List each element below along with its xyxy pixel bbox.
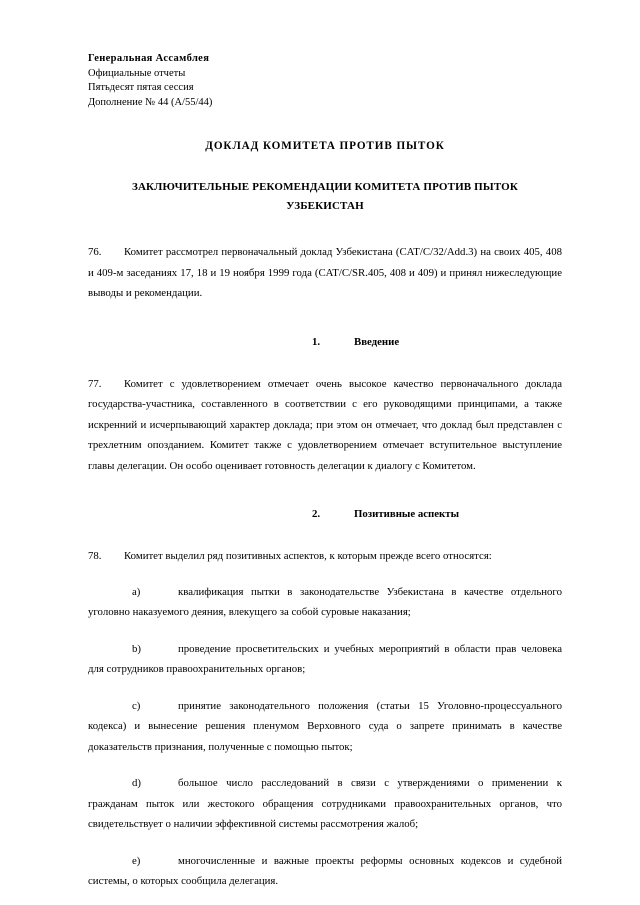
masthead-records: Официальные отчеты <box>88 67 186 79</box>
list-item-text-b: проведение просветительских и учебных мероприятий в области прав человека для сотрудников правоохранительных органов; <box>88 642 562 676</box>
paragraph-77-text: Комитет с удовлетворением отмечает очень высокое качество первоначального доклада государства-участника, составленного в соответствии с его руководящими принципами, а также искренний и исчерпывающий характер доклада; при этом он отмечает, что доклад был представлен с трехлетним опозданием. Комитет также с удовлетворением отмечает вступительное выступление главы делегации. Он особо оценивает готовность делегации к диалогу с Комитетом. <box>88 377 562 472</box>
list-item-text-d: большое число расследований в связи с утверждениями о применении к гражданам пыток или жестокого обращения сотрудниками правоохранительных органов, что свидетельствует о наличии эффективной системы рассмотрения жалоб; <box>88 777 562 831</box>
paragraph-78-number: 78. <box>88 550 102 563</box>
masthead-organ: Генеральная Ассамблея <box>88 53 210 64</box>
paragraph-78 <box>88 546 562 567</box>
spacer <box>88 492 562 504</box>
spacer <box>88 320 562 332</box>
list-item-marker-d: d) <box>132 777 141 790</box>
list-item-marker-a: a) <box>132 585 141 598</box>
list-item <box>88 639 562 680</box>
section-2-title: Позитивные аспекты <box>354 508 460 521</box>
list-item-marker-c: c) <box>132 699 141 712</box>
list-item-text-e: многочисленные и важные проекты реформы основных кодексов и судебной системы, о которых сообщила делегация. <box>88 854 562 888</box>
paragraph-76-number: 76. <box>88 246 102 259</box>
list-item <box>88 773 562 835</box>
section-heading-positive-aspects <box>88 504 562 524</box>
list-item-text-c: принятие законодательного положения (статьи 15 Уголовно-процессуального кодекса) и вынесение решения пленумом Верховного суда о запрете принимать в качестве доказательств признания, полученные с помощью пыток; <box>88 699 562 753</box>
section-1-number: 1. <box>312 335 321 348</box>
paragraph-77 <box>88 374 562 477</box>
section-heading-introduction <box>88 332 562 352</box>
list-item-text-a: квалификация пытки в законодательстве Узбекистана в качестве отдельного уголовно наказуемого деяния, влекущего за собой суровые наказания; <box>88 585 562 619</box>
document-subtitle-line1: ЗАКЛЮЧИТЕЛЬНЫЕ РЕКОМЕНДАЦИИ КОМИТЕТА ПРОТИВ ПЫТОК <box>131 181 518 194</box>
masthead-session: Пятьдесят пятая сессия <box>88 82 194 94</box>
list-item <box>88 582 562 623</box>
document-title: ДОКЛАД КОМИТЕТА ПРОТИВ ПЫТОК <box>205 140 445 153</box>
paragraph-76-text: Комитет рассмотрел первоначальный доклад Узбекистана (CAT/C/32/Add.3) на своих 405, 408 и 409-м заседаниях 17, 18 и 19 ноября 1999 года (CAT/C/SR.405, 408 и 409) и принял нижеследующие выводы и рекомендации. <box>88 246 562 300</box>
paragraph-76 <box>88 242 562 304</box>
paragraph-77-number: 77. <box>88 377 102 390</box>
masthead-supplement: Дополнение № 44 (A/55/44) <box>88 96 213 108</box>
document-subtitle-line2: УЗБЕКИСТАН <box>286 200 364 213</box>
section-1-title: Введение <box>354 335 400 348</box>
list-item-marker-e: e) <box>132 854 141 867</box>
list-item-marker-b: b) <box>132 642 141 655</box>
list-item <box>88 696 562 758</box>
masthead <box>88 52 562 110</box>
section-2-number: 2. <box>312 508 321 521</box>
list-item <box>88 851 562 892</box>
paragraph-78-text: Комитет выделил ряд позитивных аспектов, к которым прежде всего относятся: <box>124 550 492 563</box>
document-subtitle <box>88 178 562 216</box>
